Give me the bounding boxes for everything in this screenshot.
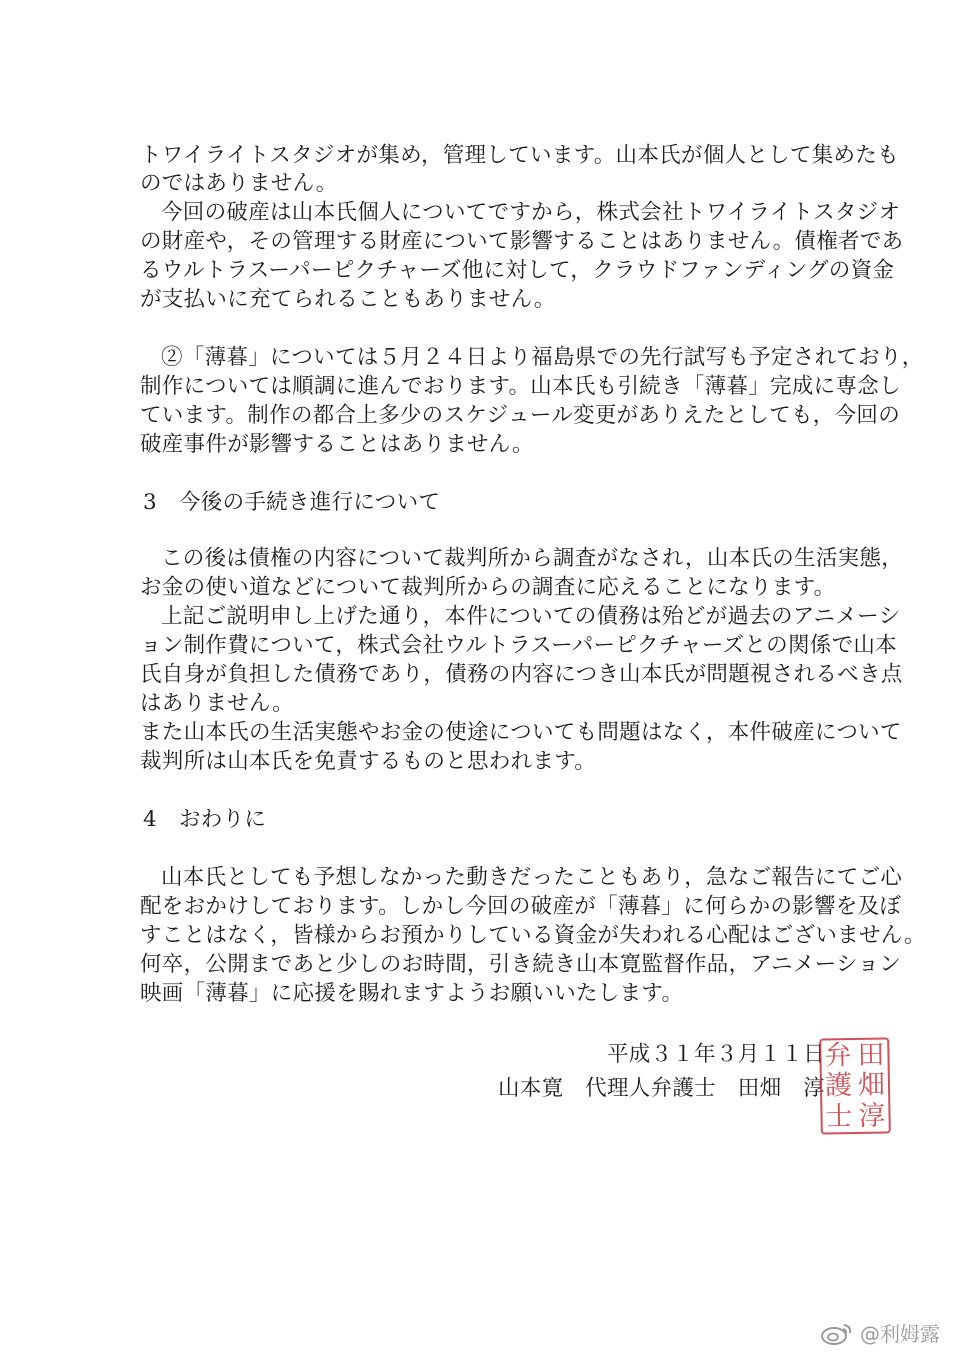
section-title: おわりに <box>179 807 267 832</box>
body-line: が支払いに充てられることもありません。 <box>140 287 556 312</box>
signature-line: 山本寛 代理人弁護士 田畑 淳 <box>497 1076 825 1101</box>
body-line: ②「薄暮」については５月２４日より福島県での先行試写も予定されており， <box>161 345 924 370</box>
section-number: 4 <box>143 807 157 832</box>
section-title: 今後の手続き進行について <box>179 490 441 515</box>
document-date: 平成３１年３月１１日 <box>606 1042 825 1067</box>
body-line: ています。制作の都合上多少のスケジュール変更がありえたとしても，今回の <box>140 403 900 428</box>
lawyer-seal-stamp: 弁 田 護 畑 士 淳 <box>819 1037 891 1134</box>
body-line: 何卒，公開まであと少しのお時間，引き続き山本寛監督作品，アニメーション <box>140 952 902 977</box>
body-line: 破産事件が影響することはありません。 <box>140 432 534 457</box>
watermark-handle: @利姆露 <box>860 1322 940 1346</box>
body-line: お金の使い道などについて裁判所からの調査に応えることになります。 <box>140 575 836 600</box>
body-line: ョン制作費について，株式会社ウルトラスーパーピクチャーズとの関係で山本 <box>140 633 897 658</box>
body-line: 裁判所は山本氏を免責するものと思われます。 <box>140 749 597 774</box>
body-line: 氏自身が負担した債務であり，債務の内容につき山本氏が問題視されるべき点 <box>140 662 903 687</box>
weibo-watermark <box>820 1318 940 1347</box>
body-line: トワイライトスタジオが集め，管理しています。山本氏が個人として集めたも <box>140 143 899 168</box>
body-line: のではありません。 <box>140 171 338 196</box>
body-line: すことはなく，皆様からお預かりしている資金が失われる心配はございません。 <box>140 923 926 948</box>
body-line: の財産や，その管理する財産について影響することはありません。債権者であ <box>140 229 904 254</box>
body-line: 配をおかけしております。しかし今回の破産が「薄暮」に何らかの影響を及ぼ <box>140 894 902 919</box>
body-line: この後は債権の内容について裁判所から調査がなされ，山本氏の生活実態， <box>161 546 904 571</box>
body-line: また山本氏の生活実態やお金の使途についても問題はなく，本件破産について <box>140 720 902 745</box>
body-line: 今回の破産は山本氏個人についてですから，株式会社トワイライトスタジオ <box>161 200 901 225</box>
body-line: はありません。 <box>140 691 294 716</box>
weibo-icon <box>820 1321 854 1345</box>
body-line: 上記ご説明申し上げた通り，本件についての債務は殆どが過去のアニメーシ <box>161 604 901 629</box>
body-line: 映画「薄暮」に応援を賜れますようお願いいたします。 <box>140 981 684 1006</box>
body-line: るウルトラスーパーピクチャーズ他に対して，クラウドファンディングの資金 <box>140 258 895 283</box>
section-3-heading <box>143 490 833 516</box>
body-line: 山本氏としても予想しなかった動きだったこともあり，急なご報告にてご心 <box>161 865 903 890</box>
section-number: 3 <box>143 490 157 515</box>
section-4-heading <box>143 807 833 833</box>
body-line: 制作については順調に進んでおります。山本氏も引続き「薄暮」完成に専念し <box>140 374 901 399</box>
